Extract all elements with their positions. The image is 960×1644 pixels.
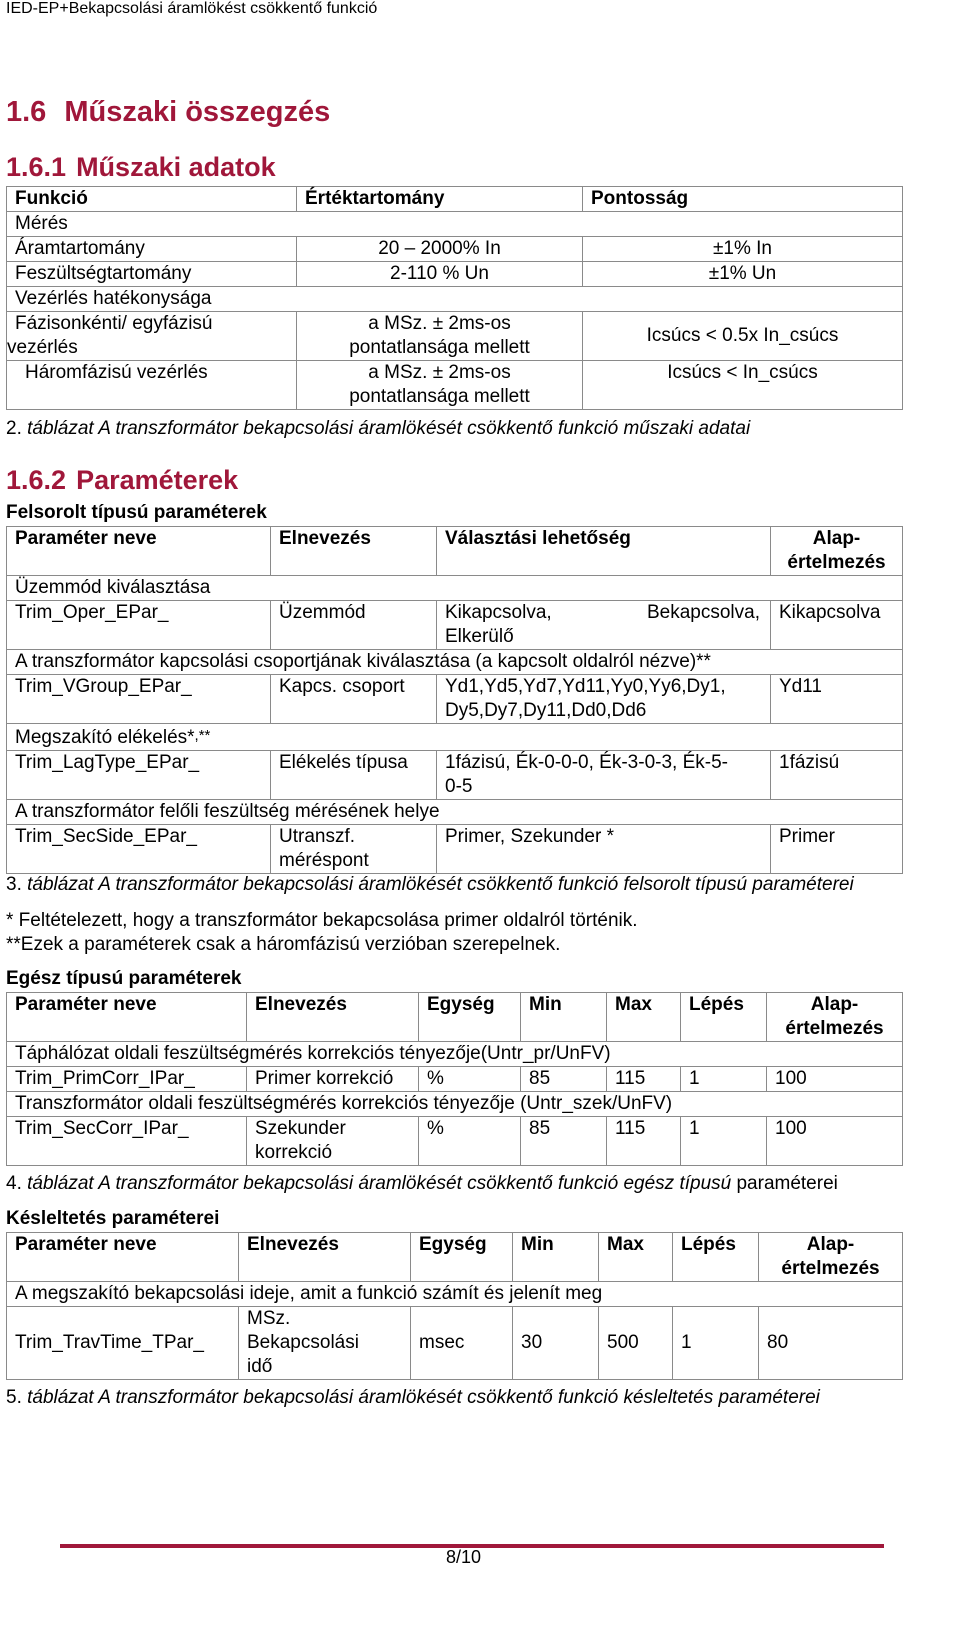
- param-label: [247, 1117, 419, 1166]
- option-bypass: Elkerülő: [445, 626, 514, 647]
- table-caption-5: [6, 1387, 820, 1409]
- group-breaker-lag: [7, 724, 903, 751]
- param-default: 100: [767, 1117, 903, 1166]
- table-header-row: [7, 527, 903, 576]
- row-name: Feszültségtartomány: [7, 262, 297, 287]
- row-name: [7, 312, 297, 361]
- subsection-heading-technical-data: [6, 152, 276, 183]
- delay-params-title: Késleltetés paraméterei: [6, 1208, 220, 1229]
- param-options: [437, 675, 771, 724]
- group-row: [7, 650, 903, 675]
- header-default: [771, 527, 903, 576]
- group-measure: Mérés: [7, 212, 903, 237]
- header-default: [759, 1233, 903, 1282]
- param-min: 30: [513, 1307, 599, 1380]
- row-name-line2: vezérlés: [7, 337, 78, 358]
- row-range: [297, 361, 583, 410]
- param-min: 85: [521, 1067, 607, 1092]
- caption-number: 3.: [6, 874, 22, 895]
- param-label: Kapcs. csoport: [271, 675, 437, 724]
- option-on: Bekapcsolva,: [646, 602, 760, 623]
- options-line1: [445, 601, 770, 625]
- header-default-line1: Alap-: [812, 528, 861, 549]
- footnote-three-phase: **Ezek a paraméterek csak a háromfázisú verzióban szerepelnek.: [6, 934, 561, 955]
- row-range: [297, 312, 583, 361]
- param-label: [239, 1307, 411, 1380]
- group-row: [7, 1042, 903, 1067]
- param-options: Primer, Szekunder *: [437, 825, 771, 874]
- param-label-line1: MSz.: [247, 1308, 291, 1329]
- footnote-primary: * Feltételezett, hogy a transzformátor bekapcsolása primer oldalról történik.: [6, 910, 638, 931]
- header-param-name: Paraméter neve: [7, 1233, 239, 1282]
- table-caption-3: [6, 874, 854, 896]
- table-header-row: [7, 993, 903, 1042]
- param-name: Trim_Oper_EPar_: [7, 601, 271, 650]
- row-accuracy: Icsúcs < 0.5x In_csúcs: [583, 312, 903, 361]
- table-row: [7, 312, 903, 361]
- param-default: 1fázisú: [771, 751, 903, 800]
- header-param-name: Paraméter neve: [7, 527, 271, 576]
- enum-params-table: [6, 526, 903, 874]
- table-row: [7, 1307, 903, 1380]
- param-label-line3: idő: [247, 1356, 273, 1377]
- group-control: Vezérlés hatékonysága: [7, 287, 903, 312]
- param-max: 115: [607, 1117, 681, 1166]
- page-number: 8/10: [446, 1547, 482, 1567]
- table-row: [7, 262, 903, 287]
- caption-number: 4.: [6, 1173, 22, 1194]
- param-min: 85: [521, 1117, 607, 1166]
- row-accuracy: ±1% In: [583, 237, 903, 262]
- header-accuracy: Pontosság: [583, 187, 903, 212]
- header-unit: Egység: [411, 1233, 513, 1282]
- group-breaker-time: A megszakító bekapcsolási ideje, amit a funkció számít és jelenít meg: [7, 1282, 903, 1307]
- int-params-table: [6, 992, 903, 1166]
- header-min: Min: [521, 993, 607, 1042]
- document-header: IED-EP+Bekapcsolási áramlökést csökkentő funkció: [6, 0, 378, 17]
- group-row: [7, 1282, 903, 1307]
- param-default: Kikapcsolva: [771, 601, 903, 650]
- param-name: Trim_TravTime_TPar_: [7, 1307, 239, 1380]
- options-line2: Dy5,Dy7,Dy11,Dd0,Dd6: [445, 700, 647, 721]
- header-default-line2: értelmezés: [785, 1018, 884, 1039]
- table-row: [7, 751, 903, 800]
- param-label: Primer korrekció: [247, 1067, 419, 1092]
- param-unit: %: [419, 1067, 521, 1092]
- param-step: 1: [673, 1307, 759, 1380]
- table-row: [7, 601, 903, 650]
- header-label: Elnevezés: [239, 1233, 411, 1282]
- param-step: 1: [681, 1067, 767, 1092]
- enum-params-title: Felsorolt típusú paraméterek: [6, 502, 267, 523]
- group-row: [7, 212, 903, 237]
- param-label-line1: Szekunder: [255, 1118, 346, 1139]
- param-name: Trim_SecCorr_IPar_: [7, 1117, 247, 1166]
- technical-data-table: [6, 186, 903, 410]
- param-label: Üzemmód: [271, 601, 437, 650]
- row-range-line1: a MSz. ± 2ms-os: [368, 362, 511, 383]
- header-unit: Egység: [419, 993, 521, 1042]
- param-label: [271, 825, 437, 874]
- row-range: 20 – 2000% In: [297, 237, 583, 262]
- row-range-line1: a MSz. ± 2ms-os: [368, 313, 511, 334]
- group-row: [7, 287, 903, 312]
- options-line1: 1fázisú, Ék-0-0-0, Ék-3-0-3, Ék-5-: [445, 752, 728, 773]
- param-label-line2: méréspont: [279, 850, 369, 871]
- group-row: [7, 1092, 903, 1117]
- row-accuracy: ±1% Un: [583, 262, 903, 287]
- option-off: Kikapcsolva,: [445, 602, 552, 623]
- row-name-line1: Fázisonkénti/ egyfázisú: [15, 313, 213, 334]
- param-name: Trim_LagType_EPar_: [7, 751, 271, 800]
- section-heading: [6, 96, 330, 129]
- param-default: Yd11: [771, 675, 903, 724]
- table-row: [7, 361, 903, 410]
- header-param-name: Paraméter neve: [7, 993, 247, 1042]
- row-range: 2-110 % Un: [297, 262, 583, 287]
- caption-text: táblázat A transzformátor bekapcsolási áramlökését csökkentő funkció műszaki adatai: [27, 418, 751, 439]
- header-step: Lépés: [681, 993, 767, 1042]
- group-row: [7, 724, 903, 751]
- group-mode: Üzemmód kiválasztása: [7, 576, 903, 601]
- row-range-line2: pontatlansága mellett: [349, 337, 530, 358]
- row-name: Háromfázisú vezérlés: [7, 361, 297, 410]
- int-params-title: Egész típusú paraméterek: [6, 968, 242, 989]
- table-header-row: [7, 1233, 903, 1282]
- header-options: Választási lehetőség: [437, 527, 771, 576]
- row-accuracy: Icsúcs < In_csúcs: [583, 361, 903, 410]
- caption-number: 2.: [6, 418, 22, 439]
- param-max: 500: [599, 1307, 673, 1380]
- header-function: Funkció: [7, 187, 297, 212]
- param-max: 115: [607, 1067, 681, 1092]
- header-max: Max: [599, 1233, 673, 1282]
- table-row: [7, 1117, 903, 1166]
- param-default: Primer: [771, 825, 903, 874]
- param-name: Trim_PrimCorr_IPar_: [7, 1067, 247, 1092]
- header-step: Lépés: [673, 1233, 759, 1282]
- section-title: Műszaki összegzés: [64, 96, 331, 128]
- options-line1: Yd1,Yd5,Yd7,Yd11,Yy0,Yy6,Dy1,: [445, 676, 726, 697]
- subsection-number: 1.6.1: [6, 152, 67, 182]
- subsection-heading-parameters: [6, 465, 238, 496]
- header-default-line1: Alap-: [810, 994, 859, 1015]
- param-unit: msec: [411, 1307, 513, 1380]
- param-label: Elékelés típusa: [271, 751, 437, 800]
- table-row: [7, 1067, 903, 1092]
- table-caption-4: [6, 1173, 838, 1195]
- group-primary-correction: Táphálózat oldali feszültségmérés korrekciós tényezője(Untr_pr/UnFV): [7, 1042, 903, 1067]
- group-row: [7, 800, 903, 825]
- subsection-number: 1.6.2: [6, 465, 67, 495]
- param-options: [437, 751, 771, 800]
- header-max: Max: [607, 993, 681, 1042]
- table-row: [7, 825, 903, 874]
- group-secondary-correction: Transzformátor oldali feszültségmérés korrekciós tényezője (Untr_szek/UnFV): [7, 1092, 903, 1117]
- header-min: Min: [513, 1233, 599, 1282]
- row-range-line2: pontatlansága mellett: [349, 386, 530, 407]
- group-breaker-lag-text: Megszakító elékelés*: [15, 727, 195, 748]
- header-label: Elnevezés: [271, 527, 437, 576]
- delay-params-table: [6, 1232, 903, 1380]
- param-name: Trim_VGroup_EPar_: [7, 675, 271, 724]
- subsection-title: Műszaki adatok: [76, 152, 276, 182]
- section-number: 1.6: [6, 96, 47, 128]
- caption-tail: paraméterei: [736, 1173, 838, 1194]
- row-name: Áramtartomány: [7, 237, 297, 262]
- header-default: [767, 993, 903, 1042]
- caption-number: 5.: [6, 1387, 22, 1408]
- param-name: Trim_SecSide_EPar_: [7, 825, 271, 874]
- table-row: [7, 237, 903, 262]
- group-vector-group: A transzformátor kapcsolási csoportjának kiválasztása (a kapcsolt oldalról nézve)**: [7, 650, 903, 675]
- header-default-line2: értelmezés: [781, 1258, 880, 1279]
- param-label-line2: korrekció: [255, 1142, 333, 1163]
- param-step: 1: [681, 1117, 767, 1166]
- param-label-line1: Utranszf.: [279, 826, 356, 847]
- header-default-line2: értelmezés: [787, 552, 886, 573]
- table-header-row: [7, 187, 903, 212]
- param-default: 80: [759, 1307, 903, 1380]
- param-label-line2: Bekapcsolási: [247, 1332, 359, 1353]
- group-measure-side: A transzformátor felőli feszültség mérésének helye: [7, 800, 903, 825]
- caption-text: táblázat A transzformátor bekapcsolási áramlökését csökkentő funkció késleltetés paraméterei: [27, 1387, 820, 1408]
- options-line2: 0-5: [445, 776, 473, 797]
- param-options: [437, 601, 771, 650]
- table-caption-2: [6, 418, 750, 440]
- header-label: Elnevezés: [247, 993, 419, 1042]
- subsection-title: Paraméterek: [76, 465, 239, 495]
- param-unit: %: [419, 1117, 521, 1166]
- group-breaker-lag-sup: ,**: [194, 727, 211, 744]
- param-default: 100: [767, 1067, 903, 1092]
- group-row: [7, 576, 903, 601]
- table-row: [7, 675, 903, 724]
- header-value-range: Értéktartomány: [297, 187, 583, 212]
- header-default-line1: Alap-: [806, 1234, 855, 1255]
- caption-text: táblázat A transzformátor bekapcsolási áramlökését csökkentő funkció felsorolt típusú paraméterei: [27, 874, 854, 895]
- caption-text: táblázat A transzformátor bekapcsolási áramlökését csökkentő funkció egész típusú: [27, 1173, 732, 1194]
